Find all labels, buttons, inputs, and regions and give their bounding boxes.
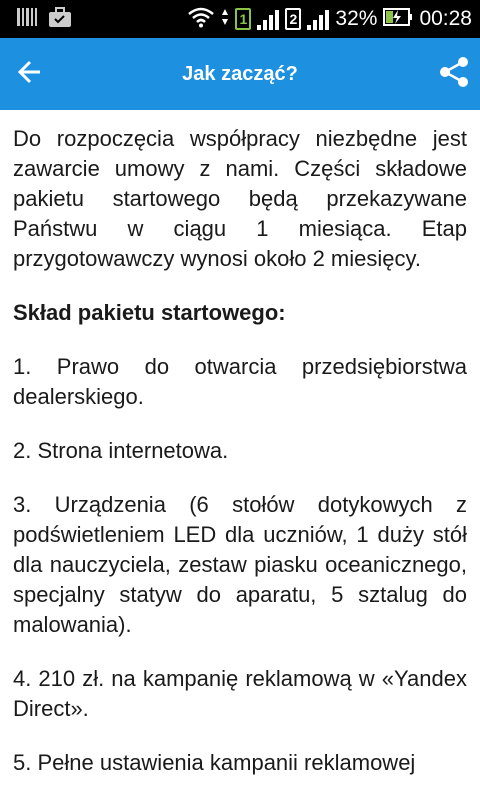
list-item: 4. 210 zł. na kampanię reklamową w «Yandex Direct».: [13, 666, 467, 721]
sim1-badge: 1: [235, 8, 251, 30]
data-arrows-icon: [221, 6, 229, 33]
barcode-icon: [16, 6, 38, 33]
list-item: 1. Prawo do otwarcia przedsiębiorstwa dealerskiego.: [13, 354, 467, 409]
battery-percent: 32%: [335, 7, 378, 30]
signal-icon: [307, 8, 329, 30]
signal-icon: [257, 8, 279, 30]
app-bar: [0, 38, 480, 110]
status-left: [0, 6, 72, 33]
list-item: 5. Pełne ustawienia kampanii reklamowej: [13, 750, 416, 775]
status-bar: [0, 0, 480, 38]
list-item: 3. Urządzenia (6 stołów dotykowych z podświetleniem LED dla uczniów, 1 duży stół dla nauczyciela, zestaw piasku oceanicznego, specjalny statyw do aparatu, 5 sztalug do malowania).: [13, 492, 467, 637]
battery-charging-icon: [383, 6, 413, 33]
share-button[interactable]: [432, 52, 476, 96]
wifi-icon: [187, 6, 215, 33]
intro-paragraph: Do rozpoczęcia współpracy niezbędne jest zawarcie umowy z nami. Części składowe pakietu startowego będą przekazywane Państwu w ciągu 1 miesiąca. Etap przygotowawczy wynosi około 2 miesięcy.: [13, 126, 467, 271]
page-title: Jak zacząć?: [182, 62, 298, 85]
briefcase-icon: [48, 6, 72, 33]
arrow-left-icon: [16, 58, 44, 91]
status-right: [187, 0, 472, 38]
section-heading: Skład pakietu startowego:: [13, 300, 286, 325]
list-item: 2. Strona internetowa.: [13, 438, 229, 463]
content-area: [0, 110, 480, 778]
share-icon: [438, 56, 470, 93]
back-button[interactable]: [8, 52, 52, 96]
sim2-badge: 2: [285, 8, 301, 30]
clock: 00:28: [419, 7, 472, 30]
